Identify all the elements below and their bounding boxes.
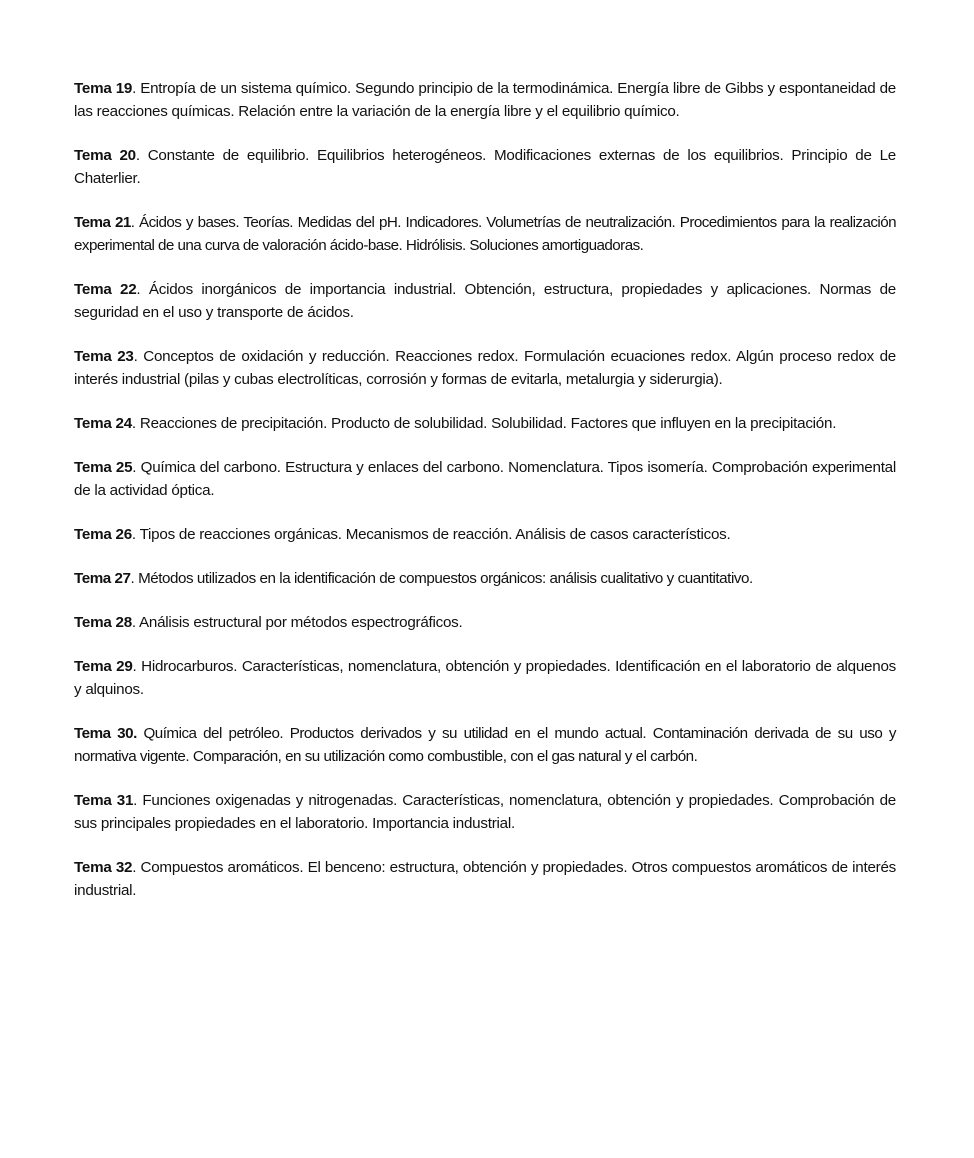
topic-separator: . — [130, 214, 140, 231]
topic-text: Reacciones de precipitación. Producto de solubilidad. Solubilidad. Factores que influyen en la precipitación. — [139, 415, 837, 432]
topic-text: Conceptos de oxidación y reducción. Reacciones redox. Formulación ecuaciones redox. Algún proceso redox de interés industrial (pilas y cubas electrolíticas, corrosión y formas de evitarla, metalurgia y siderurgia). — [74, 348, 896, 388]
topic-separator: . — [131, 526, 140, 543]
topic-21 — [74, 211, 896, 257]
topic-text: Tipos de reacciones orgánicas. Mecanismos de reacción. Análisis de casos característicos. — [139, 526, 731, 543]
topic-25 — [74, 456, 896, 502]
topic-27 — [74, 567, 896, 590]
topic-label: Tema 26 — [74, 526, 132, 543]
topic-label: Tema 28 — [74, 614, 132, 631]
topic-22 — [74, 278, 896, 324]
topic-text: Ácidos y bases. Teorías. Medidas del pH. Indicadores. Volumetrías de neutralización. Procedimientos para la realización experimental de una curva de valoración ácido-base. Hidrólisis. Soluciones amortiguadoras. — [74, 214, 896, 254]
topic-separator: . — [132, 859, 141, 876]
topic-20 — [74, 144, 896, 190]
topic-text: Métodos utilizados en la identificación de compuestos orgánicos: análisis cualitativo y cuantitativo. — [138, 570, 753, 587]
topic-separator: . — [131, 415, 140, 432]
topic-24 — [74, 412, 896, 435]
topic-label: Tema 22 — [74, 281, 137, 298]
topic-text: Química del carbono. Estructura y enlaces del carbono. Nomenclatura. Tipos isomería. Comprobación experimental de la actividad óptica. — [74, 459, 896, 499]
topic-29 — [74, 655, 896, 701]
topic-separator: . — [130, 570, 139, 587]
topic-separator: . — [131, 614, 140, 631]
topic-28 — [74, 611, 896, 634]
topic-separator: . — [133, 792, 143, 809]
topic-label: Tema 27 — [74, 570, 131, 587]
topic-separator: . — [132, 459, 141, 476]
topic-19 — [74, 77, 896, 123]
topic-label: Tema 19 — [74, 80, 133, 97]
topic-26 — [74, 523, 896, 546]
topic-text: Compuestos aromáticos. El benceno: estructura, obtención y propiedades. Otros compuestos aromáticos de interés industrial. — [74, 859, 896, 899]
topic-text: Química del petróleo. Productos derivados y su utilidad en el mundo actual. Contaminación derivada de su uso y normativa vigente. Comparación, en su utilización como combustible, con el gas natural y el carbón. — [74, 725, 896, 765]
topic-label: Tema 23 — [74, 348, 134, 365]
topic-label: Tema 20 — [74, 147, 136, 164]
document-page — [74, 77, 896, 923]
topic-label: Tema 32 — [74, 859, 133, 876]
topic-text: Constante de equilibrio. Equilibrios heterogéneos. Modificaciones externas de los equilibrios. Principio de Le Chaterlier. — [74, 147, 896, 187]
topic-separator: . — [132, 658, 142, 675]
topic-separator: . — [132, 80, 141, 97]
topic-31 — [74, 789, 896, 835]
topic-text: Análisis estructural por métodos espectrográficos. — [139, 614, 463, 631]
topic-label: Tema 29 — [74, 658, 133, 675]
topic-label: Tema 30. — [74, 725, 137, 742]
topic-label: Tema 25 — [74, 459, 133, 476]
topic-30 — [74, 722, 896, 768]
topic-text: Hidrocarburos. Características, nomenclatura, obtención y propiedades. Identificación en el laboratorio de alquenos y alquinos. — [74, 658, 896, 698]
topic-text: Entropía de un sistema químico. Segundo principio de la termodinámica. Energía libre de Gibbs y espontaneidad de las reacciones químicas. Relación entre la variación de la energía libre y el equilibrio químico. — [74, 80, 896, 120]
topic-label: Tema 31 — [74, 792, 134, 809]
topic-text: Funciones oxigenadas y nitrogenadas. Características, nomenclatura, obtención y propiedades. Comprobación de sus principales propiedades en el laboratorio. Importancia industrial. — [74, 792, 896, 832]
topic-32 — [74, 856, 896, 902]
topic-label: Tema 21 — [74, 214, 131, 231]
topic-23 — [74, 345, 896, 391]
topic-separator: . — [136, 281, 149, 298]
topic-separator: . — [133, 348, 144, 365]
topic-text: Ácidos inorgánicos de importancia industrial. Obtención, estructura, propiedades y aplicaciones. Normas de seguridad en el uso y transporte de ácidos. — [74, 281, 896, 321]
topic-label: Tema 24 — [74, 415, 132, 432]
topic-separator: . — [135, 147, 148, 164]
